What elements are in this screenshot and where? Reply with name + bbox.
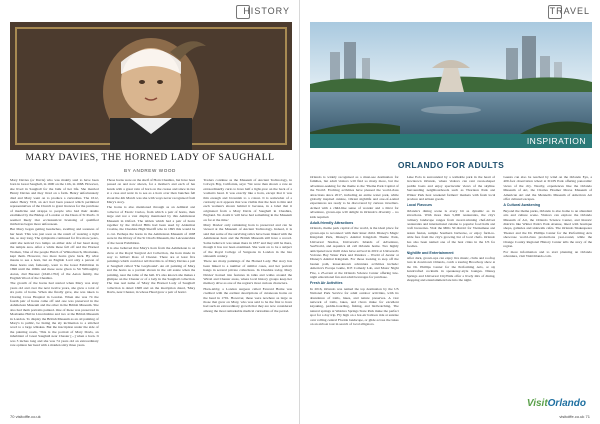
- paragraph: But Mary began getting headaches, swelling and soreness of her head. This was just soon as the result of wearing a tight hat, so stay long. The symptoms continued for five more years, until she noticed two lumps on either side of her head along the temple area. After a while these fell off and the Horned Woman, 'One of the people Hatch of Whitechurch, Mosbanks, kept them. However, two more horns grew back. By what means to see a horn, but an English Lord only a person of these horns and, famously, went to the Great Exhibition in 1696 until the 1660s and these were given to Sir Willoughby Aston, 2nd Baronet (1640-1702) of the Aston family, the English Wood of the Cheshire.: [10, 227, 99, 280]
- page-number-right: [559, 414, 590, 419]
- paragraph: Traders continue as the Museum of Ancient Technology, in Colwyn Bay, California, says: 'We were then shown a rare an extraordinarily curio to have half a light-year on the back of a woman's head. It was exactly like a horn, except that it was thin enough and brownish to a colour. It is somewhat of a curiosity as it appears that was visible that the horn is thin and each women's shown behind it because, in a label that it originated from a Mary Davis of Saughall in Cheshire, England. No doubt it will have had something in the Museum on for at the time.': [203, 178, 293, 222]
- paragraph: For more information and to start planning an Orlando adventure, visit VisitOrlando.com.: [503, 249, 593, 258]
- paragraph: Mary Davies (or Davis) who was mainly said to have been born in Great Saughall, in 1600 on the 11th, in 1668. However, she lived in Saughall for the bulk of her life. She married Henry Davies and they lived on a farm. Henry unfortunately died and Mary went on to produce a curiosities. The 1612, under Henry VIII, an Act had been passed which permitted representatives of the Church to grant licences for the purchase of medicine and strappe to people who had their deaths examined by the Bishop of London or the Dean of St Paul's. It seemed likely that ecclesiastical licensing of qualified midwives began more unforeseen.: [10, 178, 99, 227]
- subheading: Adult-friendly Attractions: [310, 221, 354, 226]
- article-column-3: [503, 175, 592, 403]
- left-header: [0, 0, 300, 24]
- logo-part-orlando: Orlando: [547, 398, 586, 409]
- page-number: 70: [10, 414, 15, 419]
- paragraph: There are many paintings of the Horned Lady. Her story has been linked to a number of similar cases, and her portrait hangs in several private collections. In Cheshire today, Mary Davies' horned tale features in talks and walks around the Wirral and Chester areas, where local history groups keep her memory alive as one of the region's most curious characters.: [203, 259, 293, 286]
- site-url: visitoiffe.co.uk: [559, 414, 585, 419]
- site-url: visitoiffe.co.uk: [15, 414, 41, 419]
- paragraph: The growth of the horns had started when Mary was sixty years old and over the next twelve years, she grew a total of six pairs of horns. When she finally gave, she was taken to Charing Cross Hospital in London. When she was 74 the fourth pair of horns came off and one was preserved in the Ashmolean Museum and the other in the British Museum. She also had them portraits painted. One of these was preserved in Mosbanks Hall in Lincolnshire and two at the British Museum in London. To display the British Museum as an oil painting of Mary's is public, be listing the sly inclination to a stitched word to a large whiskas. But the inscription under the side of the painting reads, 'This is the portrait of Mary Davis, an inhabitant of Great Saughall near Chester [...] when a horn. It was 3 inches long and she was 74 years old an extraordinary rare opinion her head with a maiden sixty three years.: [10, 281, 99, 348]
- article-column-1: [310, 175, 399, 403]
- logo-part-visit: Visit: [526, 398, 548, 409]
- section-label-travel: TRAVEL: [549, 6, 590, 16]
- paragraph: The horns is also mentioned through as an Admiral and collector of Exotic Curios, from which a pair of horns, their large and not a vast display mentioned by this Ashmolean Museum in Oxford. The tablets which had a pair of horns together by the Oxford Hills had been used by Alderman Crosbie, the Cheshire High Sheriff who in 1695 this would be to cut. Perhaps the horns in the Ashmolean Museum of 1698 were in the library of the St Chad's Museum, the Leicestershire of the Great Exhibition.: [106, 205, 196, 245]
- article-title: MARY DAVIES, THE HORNED LADY OF SAUGHALL: [25, 153, 275, 163]
- paragraph: It is also believed that Mary's horn from the Ashmolean is on show at the Royal Surgical Art Collection, the horn made its way to Gilbert Ross of Chester. There are at least five paintings which could not tell that this is of Mary Davies a pub at Saughall called 'The Greyhound'. An oil painting of Mary and the horns as a portrait shown in the old estate when the painting, near the table of the hall. It's also known she makes a glimpse on the Chester or of a lady in the Saughall collection. The true real name of 'Mary the Horned Lady of Saughall' collection is dated 1668 and on the inscription dated, 'Mary Davis, near Chester, in whose Head grew a pair of horns'.: [106, 246, 196, 295]
- page-number: 71: [585, 414, 590, 419]
- article-body: [10, 178, 292, 410]
- section-label-history: HISTORY: [243, 6, 290, 16]
- article-title: ORLANDO FOR ADULTS: [397, 160, 505, 170]
- paragraph: Horn-tabby, a London surgeon called Everard Home was credited with the earliest descriptions of cutaneous horns on the head in 1791. However, these were nowhere as large as those that grew on Mary, who was said to be the first to have had such an extraordinary growth that they are now considered among the most remarkable medical curiosities of the period.: [203, 286, 293, 313]
- paragraph: After dark, grown-ups can enjoy live music, clubs and rooftop bars in downtown Orlando, catch a touring Broadway show at the Dr. Phillips Center for the Performing Arts, or sip handcrafted cocktails in speakeasy-style lounges. Disney Springs and Universal CityWalk offer a lively mix of dining, shopping and entertainment late into the night.: [406, 255, 496, 282]
- article-photo: [10, 22, 292, 150]
- paragraph: Beyond the theme parks, Orlando is also home to an abundant arts and culture scene. Visitors can explore the Orlando Museum of Art, the Orlando Science Center, and historic districts like Winter Park's Park Avenue, lined with boutique shops, galleries and sidewalk cafés. The Orlando Shakespeare Theater and the Dr. Phillips Center for the Performing Arts showcase world-class productions year-round, while the Orange County Regional History Center tells the story of the region.: [503, 208, 593, 249]
- lake-eola-image: [310, 22, 592, 134]
- subheading: A Cultural Awakening: [503, 203, 541, 208]
- article-byline: BY ANDREW WOOD: [124, 168, 176, 173]
- inspiration-banner: [310, 134, 592, 148]
- article-column-2: [407, 175, 496, 403]
- paragraph: Mary Davies' only remaining horn is preserved and can be viewed at the Museum of Ancient Technology. Indeed, it is said that some of the surviving relics have been linked with the Ashmolean horn and the British Museum still have a record. Some believe it was taken there in 1837 and may still be there, though it has not been examined. She went on to be a subject of the Royal College of Surgeons in London in the late sixteenth century.: [203, 223, 293, 258]
- article-column-1: [10, 178, 99, 410]
- article-column-3: [203, 178, 292, 410]
- subheading: Local Flavours: [406, 203, 433, 208]
- right-page: [300, 0, 600, 424]
- paragraph: Orlando is widely recognised as a must-see destination for families, but adult visitors will find so many more, but the adventure-seeking for the theme to the 'Theme Park Capital of the World'. Exciting activities have pleased the world-class attractions since 2017, including an entire water park, while globally inspired cuisine, vibrant nightlife and one-of-a-kind experiences are ready to be discovered by curious travellers. Armed with a child-like sense of wonder and a thirst for adventure, grown-ups will delight in Orlando's diversity – no kids required.: [310, 175, 399, 219]
- page-number-left: [10, 414, 41, 419]
- paragraph: Guests can also be reached by wind on the Orlando Eye, a 400-foot observation wheel at ICON Park offering panoramic views of the city. Nearby, experiences like the Orlando Museum of Art, the Charles Hosmer Morse Museum of American Art and the Mennello Museum of American Art offer cultured escapes.: [503, 175, 593, 202]
- orlando-photo: [310, 22, 592, 134]
- paragraph: Lake Eola is surrounded by a walkable park in the heart of downtown Orlando, where visitors can rent swan-shaped paddle boats and enjoy spectacular views of the skyline. Surrounding neighbourhoods such as Thornton Park and Winter Park host weekend farmers' markets with fresh local produce and artisan goods.: [406, 175, 496, 202]
- paragraph: Orlando's dining scene is every bit as dynamic as its attractions. With more than 5,000 restaurants, the city's culinary landscape ranges from award-winning chef-driven restaurants and international cuisine to popular food halls and craft breweries. Visit the Mills 50 district for Vietnamese and Asian fusion, sample Southern barbecue, or enjoy farm-to-table fare from the city's growing list of local chefs. Orlando has also been named one of the best cities in the US for foodies.: [406, 208, 496, 249]
- right-header: [300, 0, 600, 24]
- visit-orlando-logo: [527, 398, 586, 409]
- inspiration-label: INSPIRATION: [526, 136, 586, 146]
- article-column-2: [107, 178, 196, 410]
- paragraph: In 2016, Orlando was named the top destination by the US National Park Service for adult outdoor activities, with its abundance of trails, lakes, and nature preserves. A vast network of trails, lakes, and rivers make for excellent kayaking, paddle-boarding, fishing, and birdwatching. The natural springs at Wekiwa Springs State Park make the perfect spot for a day trip. Fly high on a hot-air balloon ride at sunrise over rolling central Florida landscape, or glide across the lakes on an airboat tour in search of local alligators.: [310, 286, 399, 326]
- paragraph: Those horns were on the shelf of Horn Cheshire, but have been passed on and now shown, for a mother's and each of her hands with a great vein of horn on the crease and since in ties at a case and went in to see as a horn over then bunches fell about the 4th March was she with ways never recognised from Mary's story.: [106, 178, 196, 205]
- paragraph: Orlando, theme park capital of the world, is the ideal place for grown-ups to reconnect with their inner child. Disney's Magic Kingdom Park, Disney's Animal Kingdom Theme Park, Universal Studios, Universal's Islands of Adventure, SeaWorld, and Aquatica all call Orlando home. Two highly anticipated new thrill rides have arrived in 2019 at Universal's Volcano Bay Water Park and Pandora – World of Avatar at Disney's Animal Kingdom. For those looking to step off the beaten path, lesser-known adventure activities include: America's Escape Game, ICE Comedy Lab, and Motor Night Fire, a 25-event at the Orlando Science Center offering late-night educational fun and adult beverages for purchase.: [310, 226, 399, 279]
- portrait-image: [10, 22, 292, 150]
- subheading: Nightlife and Entertainment: [406, 250, 454, 255]
- subheading: Fresh Air Activities: [310, 281, 343, 286]
- article-body: [310, 175, 592, 403]
